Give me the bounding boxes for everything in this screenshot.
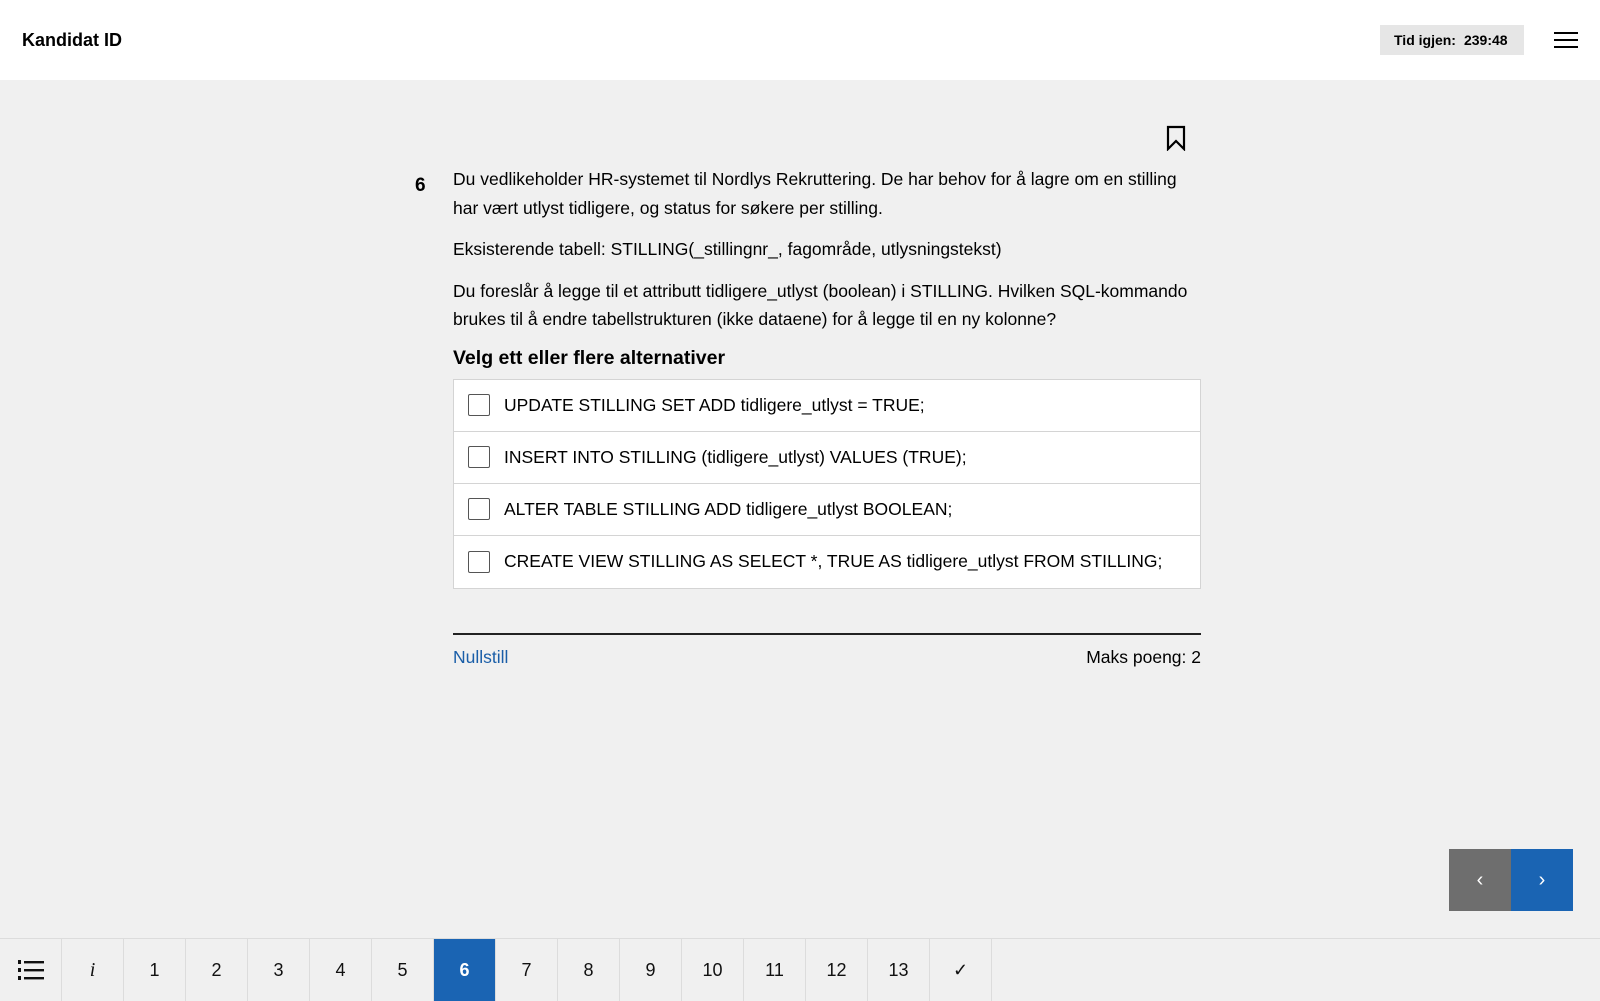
question-tab-1[interactable]: 1 [124,939,186,1001]
question-footer [453,633,1201,668]
question-tab-13[interactable]: 13 [868,939,930,1001]
numbered-list-icon [17,958,45,982]
question-tab-4[interactable]: 4 [310,939,372,1001]
question-tab-5[interactable]: 5 [372,939,434,1001]
question-tab-3[interactable]: 3 [248,939,310,1001]
max-points-label: Maks poeng: 2 [1086,646,1201,667]
bookmark-icon[interactable] [1165,125,1187,151]
answer-option-2[interactable] [454,432,1200,484]
submit-tab[interactable]: ✓ [930,939,992,1001]
checkbox[interactable] [468,551,490,573]
checkbox[interactable] [468,446,490,468]
timer-value: 239:48 [1463,32,1508,48]
question-tab-11[interactable]: 11 [744,939,806,1001]
time-remaining-badge [1380,25,1524,55]
next-question-button[interactable]: › [1511,849,1573,911]
question-tab-9[interactable]: 9 [620,939,682,1001]
checkbox[interactable] [468,498,490,520]
timer-label: Tid igjen: [1394,32,1456,48]
answer-options [453,379,1201,589]
option-label: CREATE VIEW STILLING AS SELECT *, TRUE AS tidligere_utlyst FROM STILLING; [504,551,1163,571]
answer-option-1[interactable] [454,380,1200,432]
question-tab-6[interactable]: 6 [434,939,496,1001]
answer-option-3[interactable] [454,484,1200,536]
question-nav-arrows [1449,849,1573,911]
question-tab-7[interactable]: 7 [496,939,558,1001]
question-tab-2[interactable]: 2 [186,939,248,1001]
question-navigation-bar [0,938,1600,1000]
option-label: ALTER TABLE STILLING ADD tidligere_utlyst BOOLEAN; [504,498,953,519]
answer-instruction: Velg ett eller flere alternativer [453,346,726,369]
existing-table-text: Eksisterende tabell: STILLING(_stillingnr_, fagområde, utlysningstekst) [453,239,1002,259]
hamburger-menu-icon[interactable] [1554,30,1578,50]
option-label: INSERT INTO STILLING (tidligere_utlyst) VALUES (TRUE); [504,446,967,467]
reset-link[interactable]: Nullstill [453,646,509,667]
question-tab-12[interactable]: 12 [806,939,868,1001]
header-right [1380,25,1578,55]
previous-question-button[interactable]: ‹ [1449,849,1511,911]
question-list-icon[interactable] [0,939,62,1001]
info-tab[interactable]: i [62,939,124,1001]
question-number: 6 [415,175,426,196]
checkbox[interactable] [468,394,490,416]
question-tab-8[interactable]: 8 [558,939,620,1001]
question-text: Du vedlikeholder HR-systemet til Nordlys Rekruttering. De har behov for å lagre om en stilling har vært utlyst tidligere, og status for søkere per stilling. [453,169,1177,218]
question-prompt: Du foreslår å legge til et attributt tidligere_utlyst (boolean) i STILLING. Hvilken SQL-kommando brukes til å endre tabellstrukturen (ikke dataene) for å legge til en ny kolonne? [453,280,1188,329]
question-body [453,165,1201,668]
question-tab-10[interactable]: 10 [682,939,744,1001]
answer-option-4[interactable] [454,536,1200,588]
candidate-id-label: Kandidat ID [22,29,123,50]
option-label: UPDATE STILLING SET ADD tidligere_utlyst = TRUE; [504,394,925,415]
header [0,0,1600,80]
